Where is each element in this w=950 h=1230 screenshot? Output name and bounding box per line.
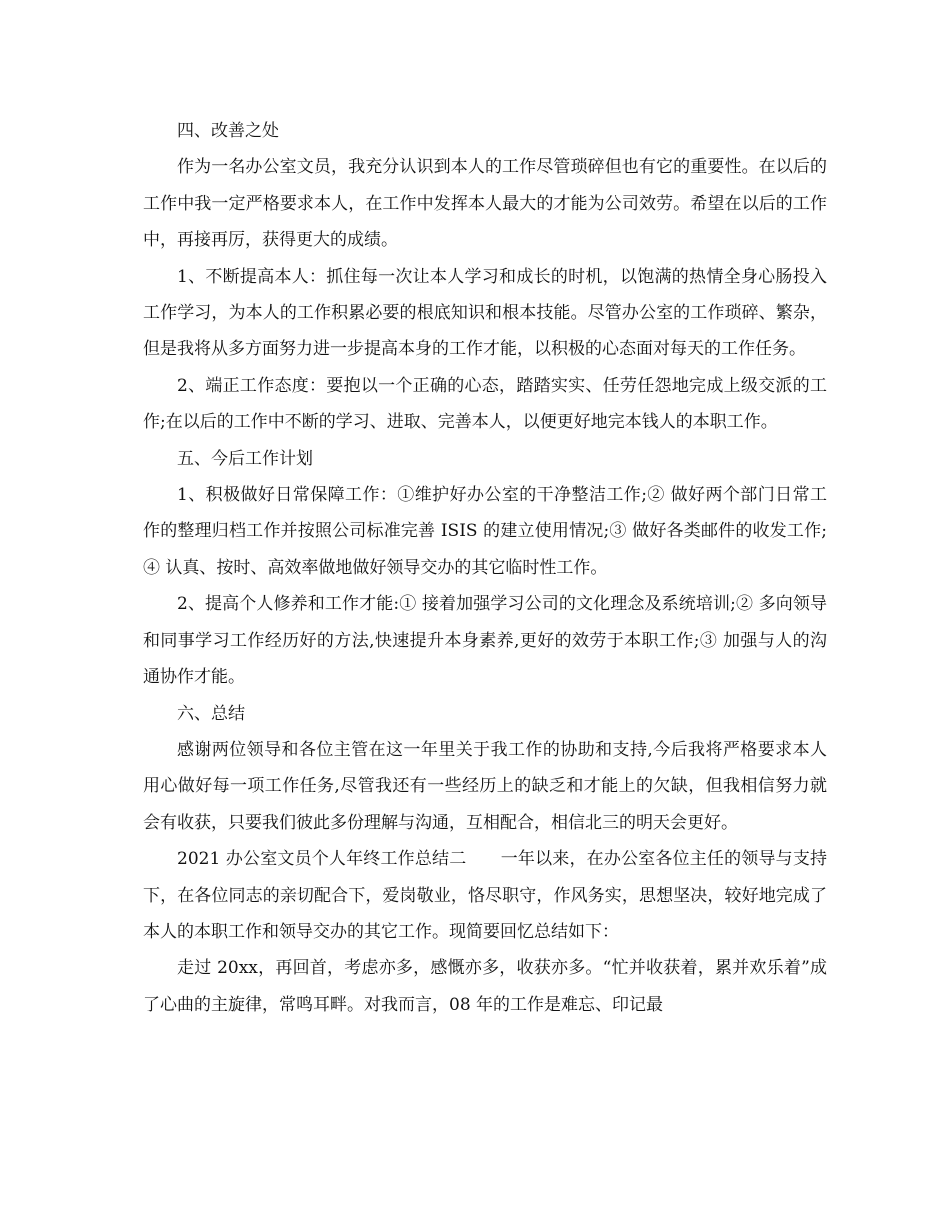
section-heading-future-plan: 五、今后工作计划 [177,448,313,469]
paragraph: 2、端正工作态度：要抱以一个正确的心态，踏踏实实、任劳任怨地完成上级交派的工作;在以后的工作中不断的学习、进取、完善本人，以便更好地完本钱人的本职工作。 [143,375,827,433]
paragraph: 作为一名办公室文员，我充分认识到本人的工作尽管琐碎但也有它的重要性。在以后的工作中我一定严格要求本人，在工作中发挥本人最大的才能为公司效劳。希望在以后的工作中，再接再厉，获得更大的成绩。 [143,157,827,251]
paragraph: 2、提高个人修养和工作才能:① 接着加强学习公司的文化理念及系统培训;② 多向领导和同事学习工作经历好的方法,快速提升本身素养,更好的效劳于本职工作;③ 加强与人的沟通协作才能。 [143,594,827,688]
paragraph: 感谢两位领导和各位主管在这一年里关于我工作的协助和支持,今后我将严格要求本人用心做好每一项工作任务,尽管我还有一些经历上的缺乏和才能上的欠缺，但我相信努力就会有收获，只要我们彼此多份理解与沟通，互相配合，相信北三的明天会更好。 [143,739,827,833]
paragraph: 1、积极做好日常保障工作：①维护好办公室的干净整洁工作;② 做好两个部门日常工作的整理归档工作并按照公司标准完善 ISIS 的建立使用情况;③ 做好各类邮件的收发工作;④ 认真、按时、高效率做地做好领导交办的其它临时性工作。 [143,485,827,578]
document-body [143,113,827,1023]
section-heading-summary: 六、总结 [177,703,245,724]
section-heading-improvements: 四、改善之处 [177,121,279,141]
paragraph: 走过 20xx，再回首，考虑亦多，感慨亦多，收获亦多。“忙并收获着，累并欢乐着”成了心曲的主旋律，常鸣耳畔。对我而言，08 年的工作是难忘、印记最 [143,958,827,1015]
paragraph: 2021 办公室文员个人年终工作总结二 一年以来，在办公室各位主任的领导与支持下，在各位同志的亲切配合下，爱岗敬业，恪尽职守，作风务实，思想坚决，较好地完成了本人的本职工作和领导交办的其它工作。现简要回忆总结如下： [143,849,827,942]
paragraph: 1、不断提高本人：抓住每一次让本人学习和成长的时机，以饱满的热情全身心肠投入工作学习，为本人的工作积累必要的根底知识和根本技能。尽管办公室的工作琐碎、繁杂，但是我将从多方面努力进一步提高本身的工作才能，以积极的心态面对每天的工作任务。 [143,266,827,360]
